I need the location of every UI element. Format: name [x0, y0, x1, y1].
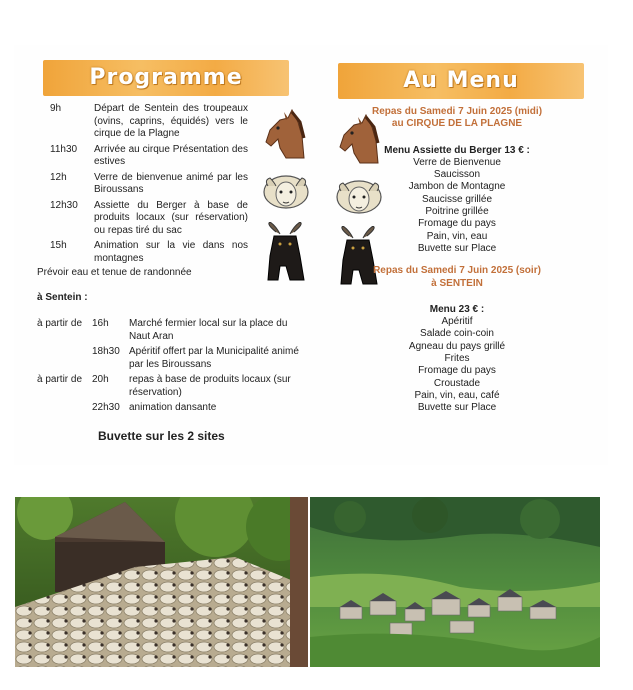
schedule-row [50, 200, 248, 238]
menu2-item: Fromage du pays [418, 365, 496, 377]
sentein-time: 20h [92, 374, 109, 385]
schedule-row [50, 103, 248, 141]
horse-icon [262, 108, 308, 160]
schedule-text: Départ de Sentein des troupeaux (ovins, caprins, équidés) vers le cirque de la Plagne [94, 103, 248, 139]
menu1-item: Saucisson [433, 169, 481, 181]
sentein-text: animation dansante [129, 402, 217, 413]
menu2-item: Croustade [433, 377, 481, 389]
sentein-row [37, 402, 299, 415]
sentein-row [37, 346, 299, 371]
sheep-icon [262, 172, 310, 212]
goat-icon [262, 222, 310, 282]
repas-soir-line1: Repas du Samedi 7 Juin 2025 (soir) [373, 265, 541, 277]
schedule-text: Verre de bienvenue animé par les Biroussans [94, 171, 248, 195]
menu1-item: Pain, vin, eau [426, 230, 488, 242]
schedule-time: 12h30 [50, 199, 78, 211]
menu2-item: Pain, vin, eau, café [414, 389, 500, 401]
sentein-prefix: à partir de [37, 374, 83, 385]
sentein-time: 16h [92, 318, 109, 329]
sentein-prefix: à partir de [37, 318, 83, 329]
menu2-item: Frites [444, 353, 470, 365]
menu-title: Au Menu [403, 68, 519, 93]
schedule-time: 12h [50, 171, 67, 183]
menu2-item: Apéritif [441, 316, 473, 328]
sentein-prefix [37, 402, 92, 415]
schedule-row [50, 144, 248, 169]
menu1-item: Poitrine grillée [425, 206, 489, 218]
menu1-item: Jambon de Montagne [408, 181, 506, 193]
sentein-text: Marché fermier local sur la place du Naut Aran [129, 318, 288, 342]
sentein-text: Apéritif offert par la Municipalité animé par les Biroussans [129, 346, 299, 370]
menu2-item: Agneau du pays grillé [408, 340, 506, 352]
sentein-text: repas à base de produits locaux (sur réservation) [129, 374, 291, 398]
menu-column [340, 106, 574, 415]
sentein-heading: à Sentein : [37, 292, 88, 303]
schedule-text: Assiette du Berger à base de produits locaux (sur réservation) ou repas tiré du sac [94, 199, 248, 236]
village-landscape-photo [310, 497, 600, 667]
schedule-text: Arrivée au cirque Présentation des estives [94, 143, 248, 167]
equipment-note: Prévoir eau et tenue de randonnée [37, 267, 192, 278]
menu1-item: Buvette sur Place [417, 242, 497, 254]
sentein-schedule [37, 318, 299, 418]
sentein-row [37, 318, 299, 343]
sentein-row [37, 374, 299, 399]
sentein-time: 18h30 [92, 346, 120, 357]
menu2-item: Salade coin-coin [420, 328, 494, 340]
schedule-text: Animation sur la vie dans nos montagnes [94, 240, 248, 264]
repas-midi-line1: Repas du Samedi 7 Juin 2025 (midi) [371, 106, 543, 117]
schedule-time: 15h [50, 240, 67, 251]
menu-banner [338, 63, 584, 99]
sheep-flock-photo [15, 497, 308, 667]
programme-banner [43, 60, 289, 96]
programme-title: Programme [89, 65, 243, 90]
schedule-time: 9h [50, 103, 62, 114]
menu2-title: Menu 23 € : [429, 303, 485, 315]
schedule-time: 11h30 [50, 143, 78, 155]
menu1-item: Fromage du pays [418, 218, 496, 230]
menu2-item: Buvette sur Place [417, 402, 497, 414]
menu1-item: Saucisse grillée [421, 193, 493, 205]
sentein-prefix [37, 346, 92, 371]
sentein-time: 22h30 [92, 402, 120, 413]
schedule-row [50, 240, 248, 265]
schedule-row [50, 172, 248, 197]
repas-midi-line2: au CIRQUE DE LA PLAGNE [391, 118, 523, 130]
programme-schedule [50, 103, 248, 268]
menu1-item: Verre de Bienvenue [413, 156, 501, 168]
menu1-title: Menu Assiette du Berger 13 € : [384, 144, 530, 156]
buvette-note: Buvette sur les 2 sites [98, 429, 225, 443]
repas-soir-line2: à SENTEIN [431, 277, 483, 289]
